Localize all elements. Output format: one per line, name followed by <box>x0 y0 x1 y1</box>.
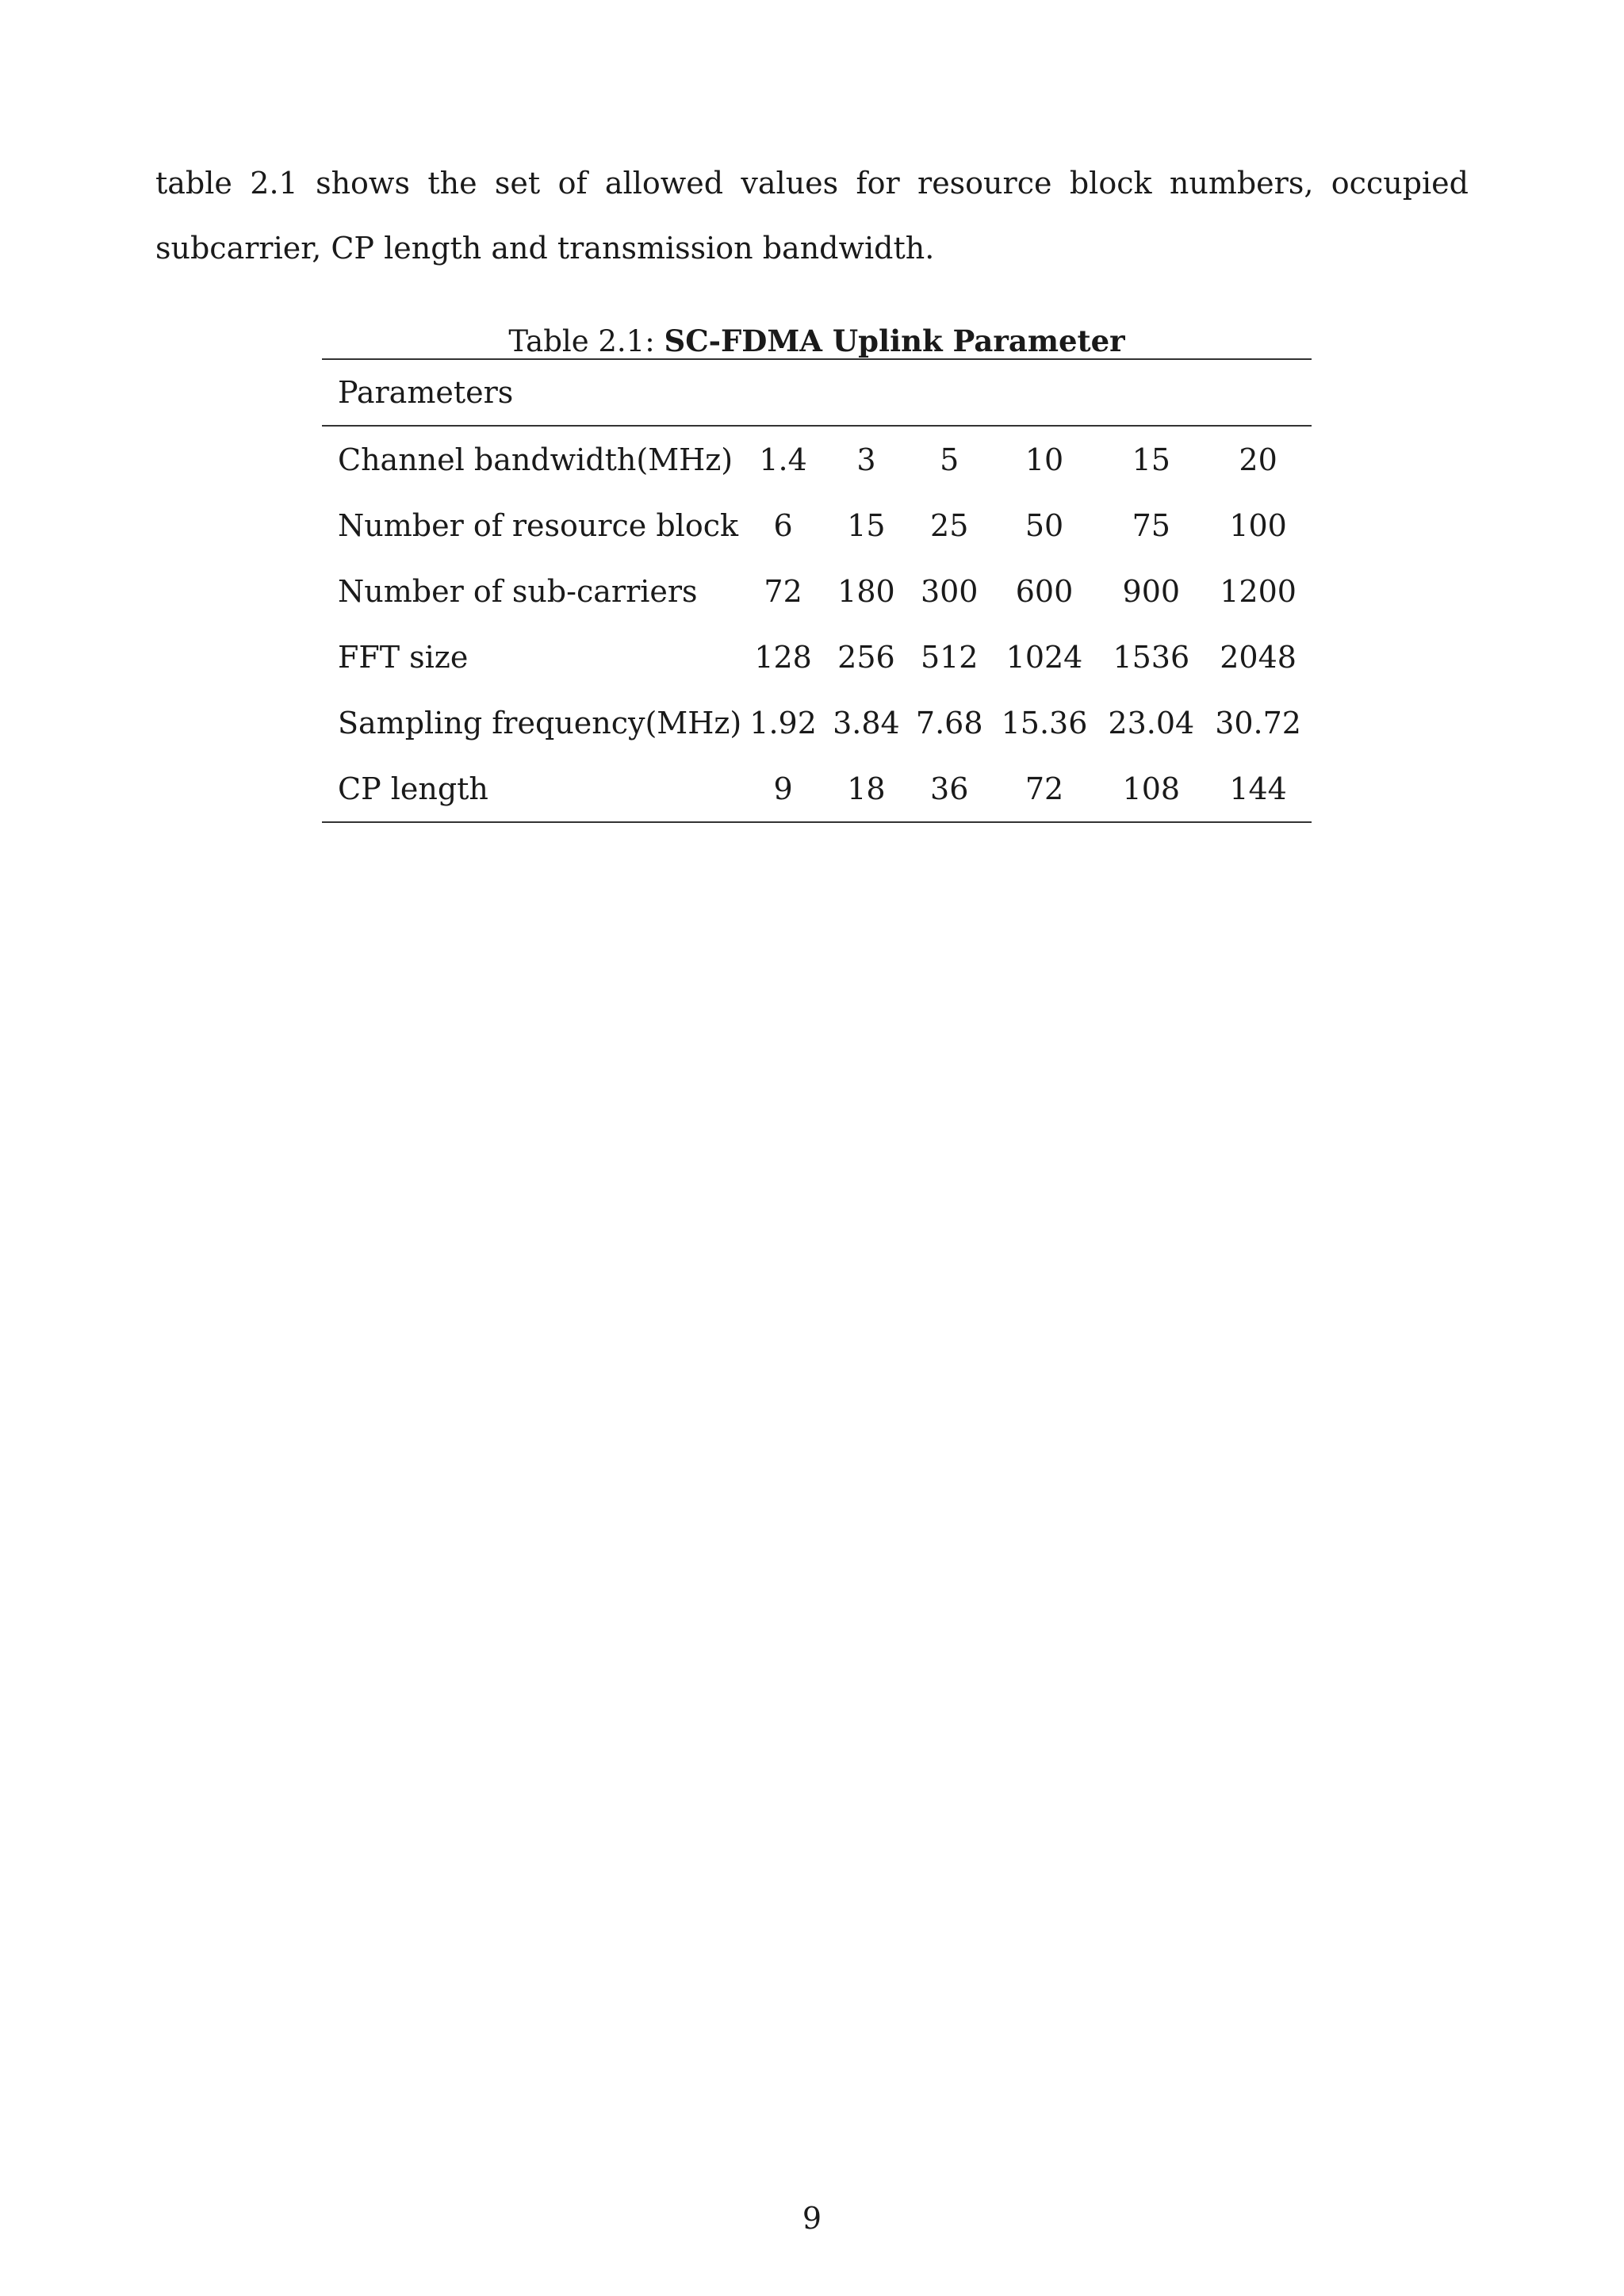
table-row <box>322 690 1312 756</box>
row-label: CP length <box>338 771 488 806</box>
table-header-parameters: Parameters <box>338 375 514 410</box>
table-cell: 1536 <box>1113 639 1190 675</box>
table-cell: 15 <box>1132 442 1170 477</box>
table-row <box>322 624 1312 690</box>
table-cell: 23.04 <box>1108 705 1195 740</box>
table-cell: 512 <box>920 639 979 675</box>
table-cell: 180 <box>837 573 895 609</box>
table-caption <box>322 319 1312 364</box>
table-cell: 3.84 <box>833 705 900 740</box>
table-cell: 75 <box>1132 507 1170 543</box>
table-row <box>322 756 1312 822</box>
table-cell: 72 <box>1025 771 1064 806</box>
table-cell: 36 <box>930 771 969 806</box>
table-caption-prefix: Table 2.1: <box>508 324 665 358</box>
row-label: FFT size <box>338 639 469 675</box>
table-cell: 900 <box>1122 573 1181 609</box>
table-cell: 9 <box>773 771 793 806</box>
table-row <box>322 558 1312 624</box>
page-number: 9 <box>802 2201 822 2236</box>
table-cell: 72 <box>764 573 802 609</box>
table-cell: 15.36 <box>1001 705 1088 740</box>
table-row <box>322 492 1312 558</box>
table-cell: 600 <box>1015 573 1074 609</box>
table-cell: 2048 <box>1220 639 1297 675</box>
table-cell: 50 <box>1025 507 1064 543</box>
table-cell: 20 <box>1239 442 1277 477</box>
row-label: Number of resource block <box>338 507 739 543</box>
parameter-table <box>322 358 1312 823</box>
table-cell: 6 <box>773 507 793 543</box>
table-cell: 15 <box>847 507 886 543</box>
table-cell: 108 <box>1122 771 1181 806</box>
table-header-row <box>322 359 1312 426</box>
table-cell: 128 <box>754 639 812 675</box>
table-cell: 25 <box>930 507 969 543</box>
table-cell: 7.68 <box>915 705 983 740</box>
table-cell: 100 <box>1229 507 1287 543</box>
row-label: Number of sub-carriers <box>338 573 698 609</box>
table-cell: 10 <box>1025 442 1064 477</box>
row-label: Sampling frequency(MHz) <box>338 705 742 740</box>
table-caption-title: SC-FDMA Uplink Parameter <box>664 323 1125 358</box>
table-cell: 1200 <box>1220 573 1297 609</box>
table-cell: 18 <box>847 771 886 806</box>
body-paragraph: table 2.1 shows the set of allowed values for resource block numbers, occupied subcarrier, CP length and transmission bandwidth. <box>155 166 1469 266</box>
table-cell: 1.4 <box>759 442 807 477</box>
table-cell: 256 <box>837 639 895 675</box>
table-cell: 1.92 <box>749 705 817 740</box>
table-cell: 1024 <box>1005 639 1083 675</box>
row-label: Channel bandwidth(MHz) <box>338 442 733 477</box>
table-cell: 300 <box>920 573 979 609</box>
table-cell: 30.72 <box>1215 705 1301 740</box>
table-cell: 144 <box>1229 771 1287 806</box>
table-cell: 3 <box>856 442 876 477</box>
table-cell: 5 <box>940 442 959 477</box>
table-row <box>322 426 1312 492</box>
